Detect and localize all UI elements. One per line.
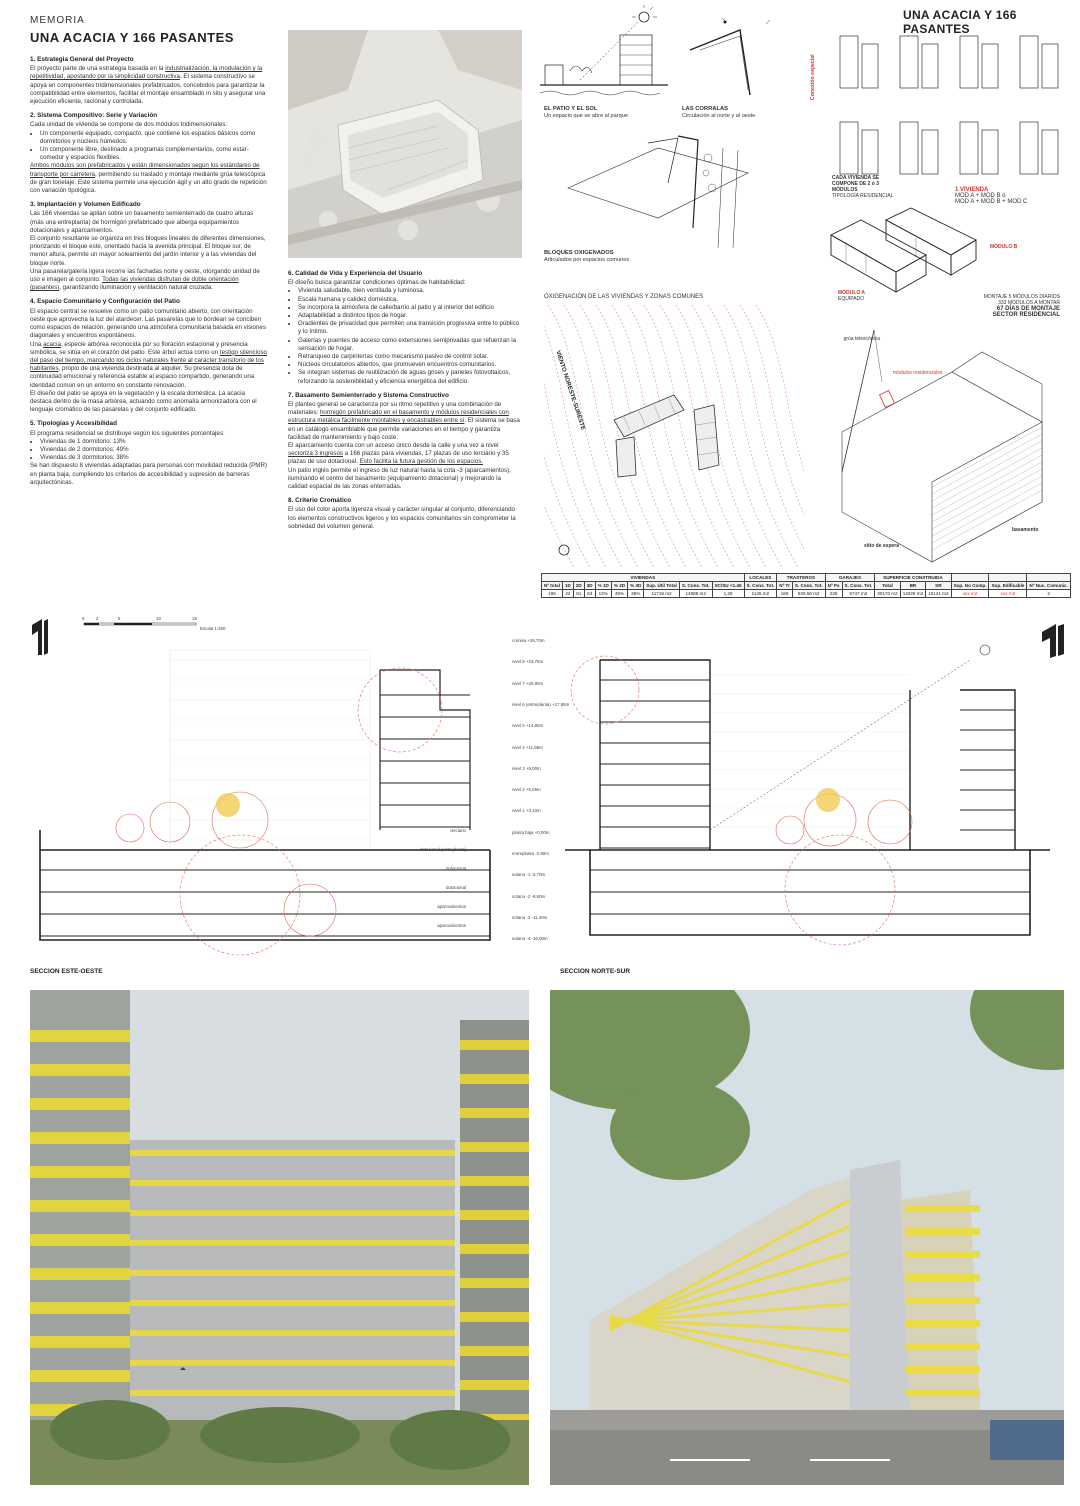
section-heading: 8. Criterio Cromático	[288, 497, 352, 505]
table-cell: 14988 m2	[679, 590, 712, 598]
balcony-rail	[460, 1380, 529, 1390]
table-header-cell: 3D	[584, 582, 595, 590]
bloques-sketch	[548, 128, 798, 248]
plan-unit	[900, 122, 918, 174]
level-label: sotano -2 -8,60m	[512, 893, 546, 899]
basamento-label: basamento	[1012, 527, 1039, 533]
table-header-cell: Total	[875, 582, 900, 590]
plan-unit	[862, 44, 878, 88]
table-header-cell: Sup. Útil Total	[644, 582, 680, 590]
north-arrow-icon-2	[1038, 620, 1068, 660]
paragraph: Cada unidad de vivienda se compone de dos módulos tridimensionales:	[30, 121, 228, 129]
plan-unit	[840, 36, 858, 88]
table-row	[542, 574, 1071, 582]
balcony-rail	[905, 1366, 980, 1373]
plan-unit	[1042, 130, 1058, 174]
section-heading: 6. Calidad de Vida y Experiencia del Usuario	[288, 270, 423, 277]
balcony-rail	[130, 1270, 455, 1276]
list-item: • Viviendas de 1 dormitorio: 13%	[40, 438, 268, 446]
table-cell: xxx m2	[951, 590, 989, 598]
section-heading: 2. Sistema Compositivo: Serie y Variación	[30, 112, 158, 120]
corralas-sketch	[680, 10, 790, 105]
grua-label: grúa telescópica	[843, 336, 880, 342]
table-header-cell: SR	[926, 582, 951, 590]
table-cell: 5747 m2	[842, 590, 875, 598]
oxigenacion-diagram	[544, 305, 804, 567]
table-row	[542, 590, 1071, 598]
balcony-rail	[460, 1244, 529, 1254]
cada-vivienda-label: CADA VIVIENDA SE COMPONE DE 2 ó 3 MÓDULOS TIPOLOGÍA RESIDENCIAL	[832, 175, 894, 199]
balcony-rail	[460, 1074, 529, 1084]
street-render-image	[550, 990, 1064, 1485]
balcony-rail	[905, 1228, 980, 1235]
courtyard-render-image	[30, 990, 529, 1485]
balcony-rail	[30, 1200, 130, 1212]
plan-unit	[862, 130, 878, 174]
list-item: • Un componente libre, destinado a programas complementarios, como estar-comedor y espacios flexibles.	[40, 146, 268, 162]
section-east-west	[30, 640, 500, 960]
montaje-summary: MONTAJE 5 MÓDULOS DIARIOS 333 MÓDULOS A MONTAR 67 DÍAS DE MONTAJE SECTOR RESIDENCIAL	[983, 294, 1060, 318]
plan-unit	[922, 44, 938, 88]
level-label: entreplanta -2,90m	[512, 851, 549, 856]
list	[288, 287, 522, 385]
caption-sub: Un espacio que se abre al parque	[544, 113, 628, 119]
viento-label: VIENTO NORESTE-SURESTE	[554, 350, 586, 432]
table-cell: 1,28	[712, 590, 744, 598]
street-render	[550, 990, 1064, 1485]
level-label: nivel 6 (entreplanta) +17,85m	[512, 701, 570, 707]
table-header-cell: S. Cons. Tot.	[679, 582, 712, 590]
balcony-rail	[30, 1132, 130, 1144]
section-heading: 1. Estrategia General del Proyecto	[30, 56, 134, 63]
table-cell: 30170 m2	[875, 590, 900, 598]
balcony-rail	[460, 1176, 529, 1186]
level-label: nivel 5 +14,90m	[512, 723, 544, 729]
wind-line	[676, 305, 766, 567]
balcony-rail	[460, 1210, 529, 1220]
level-label: sotano -3 -11,40m	[512, 914, 548, 920]
plan-unit	[960, 122, 978, 174]
balcony-rail	[460, 1346, 529, 1356]
wind-line	[740, 305, 804, 567]
balcony-rail	[130, 1180, 455, 1186]
table-header-cell: Sup. No Comp.	[951, 582, 989, 590]
balcony-rail	[905, 1274, 980, 1281]
balcony-rail	[30, 1302, 130, 1314]
aerial-render-image	[288, 30, 522, 258]
table-cell: 166	[542, 590, 563, 598]
section-heading: 4. Espacio Comunitario y Configuración del Patio	[30, 298, 180, 306]
table-cell: GARAJES	[825, 574, 875, 582]
list-item: • Se integran sistemas de reutilización de aguas grises y paneles fotovoltaicos, reforzando la sostenibilidad y eficiencia energética del edificio.	[298, 369, 522, 385]
section-heading: 7. Basamento Semienterrado y Sistema Constructivo	[288, 391, 449, 399]
plan-unit	[960, 36, 978, 88]
conexion-label-wrap	[810, 22, 825, 102]
use-label: aparcamientos	[437, 923, 466, 928]
table-cell: 16141 m2	[926, 590, 951, 598]
paragraph: El proyecto parte de una estrategia basada en la industrialización, la modulación y la repetitividad, apostando por la simplicidad constructiva. El sistema constructivo se apoya en componentes tridimensionales prefabricados, concebidos para garantizar la compatibilidad entre elementos, facilitar el montaje ensamblado in situ y asegurar una ejecución eficiente, racional y controlada.	[30, 65, 266, 106]
table-cell: 81	[573, 590, 584, 598]
balcony-rail	[460, 1142, 529, 1152]
balcony-rail	[460, 1040, 529, 1050]
table-cell: 49%	[611, 590, 627, 598]
wind-line	[708, 305, 798, 567]
paragraph: El espacio central se resuelve como un patio comunitario abierto, con orientación oeste que aprovecha la luz del atardecer. Las pasarelas que lo bordean se conciben como espacios de relación, generando una atmósfera comunitaria basada en visiones diagonales y encuentros espontáneos.	[30, 307, 266, 340]
list-item: • Retranqueo de carpinterías como mecanismo pasivo de control solar.	[298, 353, 522, 361]
balcony-rail	[130, 1300, 455, 1306]
table-cell: 22	[562, 590, 573, 598]
paragraph: El planteo general se caracteriza por su ritmo repetitivo y una combinación de materiales: hormigón prefabricado en el basamento y módulos residenciales con estructura metálica fácilmente montables y encastrables entre sí. El sistema se basa en un catálogo ensamblable que permite variaciones en el tiempo y garantiza facilidad de mantenimiento y bajo coste.	[288, 401, 520, 441]
paragraph: El aparcamiento cuenta con un acceso único desde la calle y una vez a nivel sectoriza 3 ingresos a 166 plazas para viviendas, 17 plazas de uso terciario y 35 plazas de uso dotacional. Esto facilita la futura gestión de los espacios.	[288, 442, 509, 466]
memoria-column-1	[30, 50, 268, 487]
list-item: • Adaptabilidad a distintos tipos de hogar.	[298, 312, 522, 320]
paragraph: El diseño del patio se apoya en la vegetación y la escala doméstica. La acacia destaca dentro de la masa arbórea, actuando como anomalía armonizadora con el lenguaje cromático de las pasarelas y del conjunto edificado.	[30, 389, 257, 414]
table-header-cell: % 3D	[628, 582, 644, 590]
paragraph: Las 166 viviendas se apilan sobre un basamento semienterrado de cuatro alturas (más una entreplanta) de hormigón prefabricado que alberga equipamientos dotacionales y aparcamientos.	[30, 210, 254, 234]
balcony-rail	[905, 1251, 980, 1258]
aerial-render	[288, 30, 522, 258]
balcony-rail	[130, 1150, 455, 1156]
wind-line	[564, 305, 654, 567]
stats-table	[541, 573, 1071, 598]
table-cell	[1027, 574, 1070, 582]
table-header-cell: % 1D	[595, 582, 611, 590]
level-label: nivel 3 +9,00m	[512, 765, 541, 771]
plan-unit	[982, 130, 998, 174]
memoria-column-2	[288, 264, 522, 531]
balcony-rail	[130, 1210, 455, 1216]
table-header-cell: SC/SU <1.45	[712, 582, 744, 590]
level-label: nivel 7 +20,80m	[512, 680, 544, 686]
table-header-cell: 2D	[573, 582, 584, 590]
courtyard-render	[30, 990, 529, 1485]
list	[30, 438, 268, 463]
list-item: • Escala humana y calidez doméstica.	[298, 296, 522, 304]
table-header-cell: S. Cons. Tot.	[842, 582, 875, 590]
balcony-rail	[905, 1320, 980, 1327]
balcony-rail	[30, 1336, 130, 1348]
table-cell: 829,50 m2	[792, 590, 825, 598]
balcony-rail	[30, 1268, 130, 1280]
scale-label: Escala 1:250	[200, 626, 226, 631]
list-item: • Se incorpora la atmósfera de calle/barrio al patio y al interior del edificio	[298, 304, 522, 312]
wind-line	[724, 305, 804, 567]
table-cell: VIVIENDAS	[542, 574, 745, 582]
caption-title: BLOQUES OXIGENADOS	[544, 250, 614, 256]
table-cell: 38%	[628, 590, 644, 598]
table-cell: SUPERFICIE CONSTRUIDA	[875, 574, 951, 582]
paragraph: Ambos módulos son prefabricados y están dimensionados según los estándares de transporte por carretera, permitiendo su traslado y montaje mediante grúa telescópica de gran tonelaje. Este sistema permite una ejecución ágil y un alto grado de repetición con variación tipológica.	[30, 162, 267, 195]
list-item: • Viviendas de 3 dormitorios: 38%	[40, 454, 268, 462]
table-header-cell: Nº Px	[825, 582, 842, 590]
una-vivienda-label: 1 VIVIENDA MOD A + MOD B ó MOD A + MOD B + MOD C	[955, 187, 1028, 205]
wind-line	[544, 305, 606, 567]
level-label: nivel 4 +11,95m	[512, 744, 543, 750]
balcony-rail	[905, 1205, 980, 1212]
balcony-rail	[130, 1360, 455, 1366]
list	[30, 130, 268, 163]
level-label: planta baja +0,00m	[512, 829, 550, 835]
modules-title: UNA ACACIA Y 166 PASANTES	[903, 8, 1017, 36]
wind-line	[644, 305, 734, 567]
list-item: • Núcleos circulatorios abiertos, que promueven encuentros comunitarios.	[298, 361, 522, 369]
oxigenacion-title: OXIGENACIÓN DE LAS VIVIENDAS Y ZONAS COMUNES	[544, 294, 704, 300]
balcony-rail	[130, 1330, 455, 1336]
memoria-label: MEMORIA	[30, 15, 85, 26]
table-cell: LOCALES	[744, 574, 777, 582]
balcony-rail	[460, 1312, 529, 1322]
table-cell: 235	[825, 590, 842, 598]
table-header-cell: Nº total	[542, 582, 563, 590]
caption-sub: Articulados por espacios comunes	[544, 257, 630, 263]
paragraph: Una acacia, especie arbórea reconocida por su floración estacional y presencia simbólica, se sitúa en el corazón del patio. Este árbol actúa como un testigo silencioso del paso del tiempo, marcando los ciclos naturales frente al carácter transitorio de los habitantes, propio de una vivienda destinada al alquiler. Su presencia dota de continuidad emocional y referencia estable al espacio compartido, generando una identidad común en un entorno en constante renovación.	[30, 340, 267, 389]
level-label: nivel 2 +6,05m	[512, 787, 541, 793]
page-title: UNA ACACIA Y 166 PASANTES	[30, 30, 234, 45]
table-cell: 14029 m2	[900, 590, 925, 598]
modulo-b-label: MÓDULO B	[990, 244, 1018, 250]
patio-caption	[544, 106, 664, 120]
level-label: nivel 1 +3,10m	[512, 808, 541, 814]
plan-unit	[840, 122, 858, 174]
modulos-residenciales-label: módulos residenciales	[893, 370, 943, 376]
section-north-south	[560, 630, 1060, 960]
paragraph: El uso del color aporta ligereza visual y carácter singular al conjunto, diferenciando los elementos constructivos ligeros y los espacios comunitarios sin comprometer la sobriedad del volumen general.	[288, 506, 516, 530]
paragraph: Una pasarela/galería ligera recorre las fachadas norte y oeste, otorgando unidad de uso e imagen al conjunto. Todas las viviendas disfrutan de doble orientación (pasantes), garantizando iluminación y ventilación natural cruzada.	[30, 267, 260, 292]
use-label: dotacional	[445, 885, 466, 890]
caption-sub: Circulación al norte y al oeste	[682, 113, 756, 119]
section-ns-label: SECCION NORTE-SUR	[560, 968, 631, 975]
balcony-rail	[905, 1389, 980, 1396]
conexion-label: Conexión especial	[810, 54, 816, 100]
table-row	[542, 582, 1071, 590]
balcony-rail	[460, 1108, 529, 1118]
balcony-rail	[30, 1030, 130, 1042]
plan-unit	[922, 130, 938, 174]
list-item: • Un componente equipado, compacto, que contiene los espacios básicos como dormitorios y núcleos húmedos.	[40, 130, 268, 146]
plan-unit	[982, 44, 998, 88]
wind-line	[756, 305, 804, 567]
use-label: aparcamientos	[437, 904, 466, 909]
list-item: • Gradientes de privacidad que permiten una transición progresiva entre lo público y lo íntimo.	[298, 320, 522, 336]
table-cell: 11719 m2	[644, 590, 680, 598]
modulo-a-label: MÓDULO A EQUIPADO	[838, 290, 866, 302]
level-label: cornisa +26,70m	[512, 638, 545, 643]
level-label: sotano -1 -5,70m	[512, 872, 546, 878]
balcony-rail	[30, 1064, 130, 1076]
plan-unit	[1042, 44, 1058, 88]
balcony-rail	[905, 1297, 980, 1304]
sitio-espera-label: sitio de espera	[864, 543, 900, 549]
section-heading: 5. Tipologías y Accesibilidad	[30, 420, 118, 428]
wind-line	[544, 305, 574, 567]
table-header-cell: S. Cons. Tot.	[792, 582, 825, 590]
plan-unit	[1020, 36, 1038, 88]
level-label: nivel 8 +23,75m	[512, 659, 544, 665]
wind-line	[544, 305, 622, 567]
caption-title: LAS CORRALAS	[682, 106, 729, 112]
table-cell	[989, 574, 1027, 582]
list-item: • Galerías y puentes de acceso como extensiones semiprivadas que refuerzan la sensación de hogar.	[298, 337, 522, 353]
plan-unit	[1020, 122, 1038, 174]
section-heading: 3. Implantación y Volumen Edificado	[30, 201, 141, 209]
plan-unit	[900, 36, 918, 88]
paragraph: Se han dispuesto 8 viviendas adaptadas para personas con movilidad reducida (PMR) en planta baja, cumpliendo los criterios de accesibilidad y supresión de barreras arquitectónicas.	[30, 462, 267, 486]
table-cell: 2	[1027, 590, 1070, 598]
table-header-cell: % 2D	[611, 582, 627, 590]
table-cell: TRASTEROS	[777, 574, 825, 582]
list-item: • Viviendas de 2 dormitorios: 49%	[40, 446, 268, 454]
table-cell	[951, 574, 989, 582]
use-label: dotacional (entreplanta)	[419, 847, 466, 852]
table-cell: 13%	[595, 590, 611, 598]
balcony-rail	[130, 1390, 455, 1396]
table-cell: 166	[777, 590, 793, 598]
balcony-rail	[130, 1240, 455, 1246]
balcony-rail	[460, 1278, 529, 1288]
scale-bar	[80, 618, 220, 632]
section-ew-label: SECCION ESTE-OESTE	[30, 968, 103, 975]
list-item: • Vivienda saludable, bien ventilada y luminosa.	[298, 287, 522, 295]
table-header-cell: 1D	[562, 582, 573, 590]
balcony-rail	[30, 1234, 130, 1246]
bloques-caption	[544, 250, 664, 264]
table-header-cell: Sup. Edificable	[989, 582, 1027, 590]
table-header-cell: Nº Tr	[777, 582, 793, 590]
paragraph: El diseño busca garantizar condiciones óptimas de habitabilidad:	[288, 279, 466, 287]
stats-table-wrap	[541, 573, 1071, 598]
patio-sun-sketch	[540, 5, 670, 105]
level-label: sotano -4 -16,00m	[512, 936, 548, 942]
paragraph: El conjunto resultante se organiza en tres bloques lineales de diferentes dimensiones, priorizando el bloque este, orientado hacia la avenida principal. El bloque sur, de menor altura, permite un mayor soleamiento del jardín interior y a las viviendas del bloque norte.	[30, 235, 266, 267]
balcony-rail	[905, 1343, 980, 1350]
table-header-cell: BR	[900, 582, 925, 590]
table-cell: xxx m2	[989, 590, 1027, 598]
balcony-rail	[30, 1370, 130, 1382]
balcony-rail	[30, 1098, 130, 1110]
balcony-rail	[30, 1166, 130, 1178]
table-header-cell: S. Cons. Tot.	[744, 582, 777, 590]
wind-line	[596, 305, 686, 567]
table-header-cell: Nº Nuc. Comunic.	[1027, 582, 1070, 590]
paragraph: El programa residencial se distribuye según los siguientes porcentajes:	[30, 429, 225, 437]
corralas-caption	[682, 106, 792, 120]
caption-title: EL PATIO Y EL SOL	[544, 106, 598, 112]
wind-line	[544, 305, 590, 567]
table-cell: 63	[584, 590, 595, 598]
paragraph: Un patio inglés permite el ingreso de luz natural hasta la cota -3 (aparcamientos), iluminando el centro del basamento (equipamiento dotacional) y mejorando la calidad espacial de las zonas enterradas.	[288, 466, 511, 491]
use-label: dotacional	[445, 866, 466, 871]
use-label: terciario	[450, 828, 466, 833]
table-cell: 1145 m2	[744, 590, 777, 598]
